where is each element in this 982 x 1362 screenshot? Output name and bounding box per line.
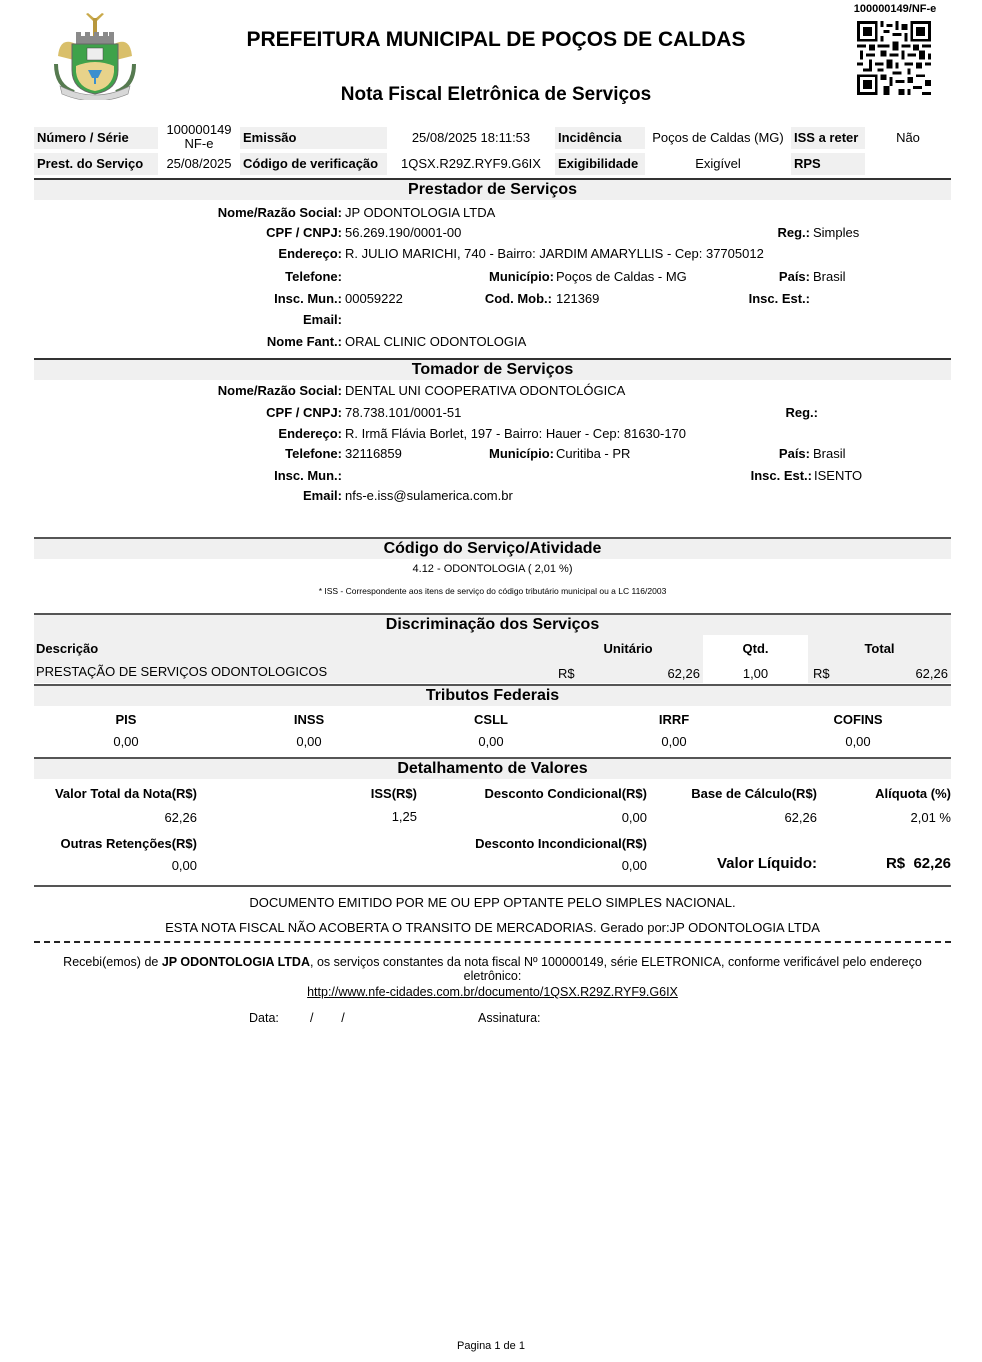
tributo-irrf-label: IRRF — [658, 712, 690, 727]
prestador-reg: Simples — [813, 225, 860, 240]
tomador-pais-label: País: — [778, 446, 810, 461]
valor-liquido-value: R$ 62,26 — [885, 855, 951, 872]
codigo-servico-title: Código do Serviço/Atividade — [34, 539, 951, 559]
base-calculo-value: 62,26 — [784, 810, 817, 825]
prestador-municipio: Poços de Caldas - MG — [556, 269, 687, 284]
tributo-inss-value: 0,00 — [296, 734, 322, 749]
prestador-title: Prestador de Serviços — [34, 180, 951, 200]
prestador-cod-mob-label: Cod. Mob.: — [484, 291, 552, 306]
tomador-title: Tomador de Serviços — [34, 360, 951, 380]
item-unitario-currency: R$ — [558, 666, 575, 681]
numero-value: 100000149 — [166, 122, 232, 137]
prestador-reg-label: Reg.: — [777, 225, 810, 240]
prestador-insc-mun-label: Insc. Mun.: — [274, 291, 342, 306]
col-unitario: Unitário — [603, 641, 653, 656]
prest-servico-label: Prest. do Serviço — [34, 153, 158, 175]
prestador-endereco: R. JULIO MARICHI, 740 - Bairro: JARDIM AMARYLLIS - Cep: 37705012 — [345, 246, 764, 261]
prestador-pais: Brasil — [813, 269, 846, 284]
data-field: / / — [310, 1011, 345, 1025]
col-total: Total — [864, 641, 895, 656]
numero-serie-label: Número / Série — [34, 127, 158, 149]
incidencia-value: Poços de Caldas (MG) — [652, 130, 784, 145]
item-qtd: 1,00 — [742, 666, 769, 681]
divider — [34, 885, 951, 887]
valores-title: Detalhamento de Valores — [34, 759, 951, 779]
assinatura-label: Assinatura: — [478, 1011, 541, 1025]
tributo-inss-label: INSS — [293, 712, 325, 727]
tributo-cofins-label: COFINS — [833, 712, 883, 727]
verification-link[interactable]: http://www.nfe-cidades.com.br/documento/1QSX.R29Z.RYF9.G6IX — [307, 985, 678, 999]
iss-reter-label: ISS a reter — [791, 127, 865, 149]
prestador-nome-label: Nome/Razão Social: — [217, 205, 342, 220]
discriminacao-title: Discriminação dos Serviços — [34, 615, 951, 635]
transito-notice: ESTA NOTA FISCAL NÃO ACOBERTA O TRANSITO DE MERCADORIAS. Gerado por:JP ODONTOLOGIA LTDA — [165, 920, 820, 935]
tributos-title: Tributos Federais — [34, 686, 951, 706]
emissao-label: Emissão — [240, 127, 387, 149]
exigibilidade-value: Exigível — [695, 156, 741, 171]
atividade-value: 4.12 - ODONTOLOGIA ( 2,01 %) — [412, 563, 573, 575]
tomador-telefone-label: Telefone: — [285, 446, 342, 461]
exigibilidade-label: Exigibilidade — [555, 153, 645, 175]
iss-label: ISS(R$) — [370, 786, 417, 801]
tomador-reg-label: Reg.: — [785, 405, 818, 420]
prestador-email-label: Email: — [302, 312, 342, 327]
outras-retencoes-value: 0,00 — [171, 858, 197, 873]
valor-total-value: 62,26 — [164, 810, 197, 825]
prestador-municipio-label: Município: — [489, 269, 554, 284]
tomador-telefone: 32116859 — [345, 446, 402, 461]
prestador-pais-label: País: — [778, 269, 810, 284]
iss-value: 1,25 — [391, 809, 417, 824]
data-label: Data: — [249, 1011, 279, 1025]
prestador-endereco-label: Endereço: — [278, 246, 342, 261]
col-descricao: Descrição — [36, 641, 99, 656]
valor-liquido-label: Valor Líquido: — [717, 855, 817, 872]
tomador-email: nfs-e.iss@sulamerica.com.br — [345, 488, 513, 503]
tributo-irrf-value: 0,00 — [661, 734, 687, 749]
municipality-title: PREFEITURA MUNICIPAL DE POÇOS DE CALDAS — [246, 28, 746, 51]
iss-reter-value: Não — [896, 130, 920, 145]
serie-value: NF-e — [184, 136, 214, 151]
desconto-condicional-label: Desconto Condicional(R$) — [484, 786, 647, 801]
emissao-value: 25/08/2025 18:11:53 — [411, 130, 531, 145]
outras-retencoes-label: Outras Retenções(R$) — [60, 836, 197, 851]
receipt-suffix: , os serviços constantes da nota fiscal Nº 100000149, série ELETRONICA, conforme verificável pelo endereço eletrônico: — [310, 955, 922, 983]
receipt-prefix: Recebi(emos) de — [63, 955, 162, 969]
tomador-municipio: Curitiba - PR — [556, 446, 631, 461]
tributo-csll-value: 0,00 — [478, 734, 504, 749]
desconto-incondicional-value: 0,00 — [621, 858, 647, 873]
item-total: 62,26 — [915, 666, 948, 681]
prestador-telefone-label: Telefone: — [285, 269, 342, 284]
tomador-cnpj-label: CPF / CNPJ: — [266, 405, 342, 420]
item-unitario: 62,26 — [667, 666, 700, 681]
rps-label: RPS — [791, 153, 865, 175]
tomador-pais: Brasil — [813, 446, 846, 461]
tomador-insc-est: ISENTO — [814, 468, 863, 483]
aliquota-value: 2,01 % — [910, 810, 951, 825]
tributo-pis-label: PIS — [115, 712, 137, 727]
valor-total-label: Valor Total da Nota(R$) — [54, 786, 197, 801]
prestador-nome-fant: ORAL CLINIC ODONTOLOGIA — [345, 334, 527, 349]
tomador-email-label: Email: — [302, 488, 342, 503]
prest-servico-value: 25/08/2025 — [166, 156, 232, 171]
simples-notice: DOCUMENTO EMITIDO POR ME OU EPP OPTANTE PELO SIMPLES NACIONAL. — [249, 895, 736, 910]
prestador-cnpj: 56.269.190/0001-00 — [345, 225, 462, 240]
tomador-insc-est-label: Insc. Est.: — [750, 468, 812, 483]
prestador-insc-mun: 00059222 — [345, 291, 403, 306]
codigo-verificacao-label: Código de verificação — [240, 153, 387, 175]
desconto-incondicional-label: Desconto Incondicional(R$) — [475, 836, 647, 851]
tomador-endereco: R. Irmã Flávia Borlet, 197 - Bairro: Hauer - Cep: 81630-170 — [345, 426, 687, 441]
tributo-pis-value: 0,00 — [113, 734, 139, 749]
iss-footnote: * ISS - Correspondente aos itens de serviço do código tributário municipal ou a LC 116/2003 — [318, 586, 667, 596]
item-descricao: PRESTAÇÃO DE SERVIÇOS ODONTOLOGICOS — [36, 664, 328, 679]
prestador-insc-est-label: Insc. Est.: — [748, 291, 810, 306]
prestador-cnpj-label: CPF / CNPJ: — [266, 225, 342, 240]
tributo-cofins-value: 0,00 — [845, 734, 871, 749]
aliquota-label: Alíquota (%) — [875, 786, 951, 801]
prestador-cod-mob: 121369 — [556, 291, 600, 306]
prestador-nome: JP ODONTOLOGIA LTDA — [345, 205, 496, 220]
page-number: Pagina 1 de 1 — [457, 1340, 525, 1352]
tributo-csll-label: CSLL — [474, 712, 508, 727]
receipt-text — [34, 955, 951, 983]
tomador-cnpj: 78.738.101/0001-51 — [345, 405, 462, 420]
item-total-currency: R$ — [813, 666, 830, 681]
incidencia-label: Incidência — [555, 127, 645, 149]
qr-label: 100000149/NF-e — [853, 3, 937, 15]
desconto-condicional-value: 0,00 — [621, 810, 647, 825]
verification-link-wrap — [34, 985, 951, 999]
prestador-nome-fant-label: Nome Fant.: — [266, 334, 342, 349]
rps-value — [865, 153, 951, 175]
codigo-verificacao-value: 1QSX.R29Z.RYF9.G6IX — [401, 156, 541, 171]
document-title: Nota Fiscal Eletrônica de Serviços — [340, 84, 652, 105]
base-calculo-label: Base de Cálculo(R$) — [691, 786, 817, 801]
tomador-nome-label: Nome/Razão Social: — [217, 383, 342, 398]
receipt-company: JP ODONTOLOGIA LTDA — [161, 955, 310, 969]
qr-code-icon — [857, 20, 931, 96]
tomador-endereco-label: Endereço: — [278, 426, 342, 441]
tomador-insc-mun-label: Insc. Mun.: — [274, 468, 342, 483]
col-qtd: Qtd. — [742, 641, 769, 656]
cut-line — [34, 941, 951, 943]
tomador-municipio-label: Município: — [489, 446, 554, 461]
numero-serie-value — [158, 121, 240, 153]
tomador-nome: DENTAL UNI COOPERATIVA ODONTOLÓGICA — [345, 383, 626, 398]
